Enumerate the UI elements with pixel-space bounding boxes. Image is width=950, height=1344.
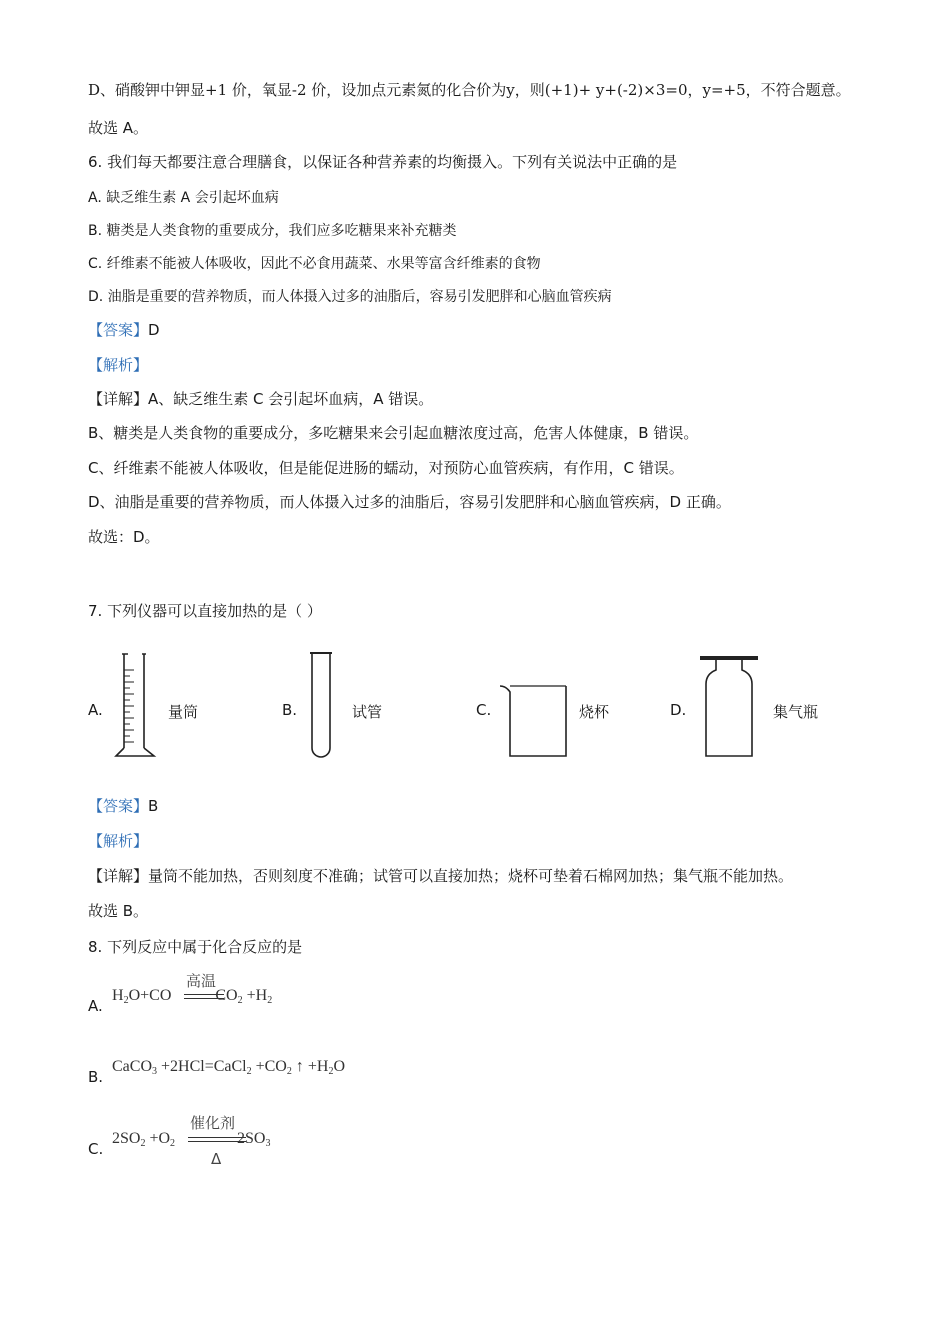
q8-option-c-equation: $2SO_2 +O_2$ $2SO_3$ — [112, 1130, 271, 1149]
q7-option-c-name: 烧杯 — [579, 703, 610, 721]
q7-answer — [88, 796, 158, 816]
reaction-condition: 高温 — [186, 972, 217, 990]
q6-option-d: D. 油脂是重要的营养物质，而人体摄入过多的油脂后，容易引发肥胖和心脑血管疾病 — [88, 289, 612, 305]
q8-stem: 8. 下列反应中属于化合反应的是 — [88, 938, 303, 956]
q7-analysis-tag: 【解析】 — [88, 832, 149, 850]
graduated-cylinder-icon — [112, 652, 160, 762]
answer-value: D — [148, 321, 160, 339]
test-tube-icon — [306, 650, 336, 762]
q6-detail-line: C、纤维素不能被人体吸收，但是能促进肠的蠕动，对预防心血管疾病，有作用，C 错误。 — [88, 459, 684, 477]
q5-conclusion: 故选 A。 — [88, 119, 149, 137]
q7-option-b-letter: B. — [282, 701, 298, 719]
q6-option-c: C. 纤维素不能被人体吸收，因此不必食用蔬菜、水果等富含纤维素的食物 — [88, 256, 541, 272]
q6-answer — [88, 320, 160, 340]
q5-option-d-analysis: D、硝酸钾中钾显+1 价，氧显-2 价，设加点元素氮的化合价为y，则(+1)+ y+(-2)×3=0，y=+5，不符合题意。 — [88, 81, 851, 99]
q6-option-a: A. 缺乏维生素 A 会引起坏血病 — [88, 190, 279, 206]
q6-stem: 6. 我们每天都要注意合理膳食，以保证各种营养素的均衡摄入。下列有关说法中正确的是 — [88, 153, 678, 171]
q7-option-d-letter: D. — [670, 701, 687, 719]
q8-option-b-letter: B. — [88, 1068, 104, 1086]
q6-detail-line: B、糖类是人类食物的重要成分，多吃糖果来会引起血糖浓度过高，危害人体健康，B 错误。 — [88, 424, 699, 442]
reaction-condition: 催化剂 — [190, 1114, 236, 1132]
answer-tag: 【答案】 — [88, 321, 149, 339]
answer-tag: 【答案】 — [88, 797, 149, 815]
q6-conclusion: 故选：D。 — [88, 528, 160, 546]
q7-conclusion: 故选 B。 — [88, 902, 149, 920]
q7-stem: 7. 下列仪器可以直接加热的是（ ） — [88, 602, 322, 620]
q6-option-b: B. 糖类是人类食物的重要成分，我们应多吃糖果来补充糖类 — [88, 223, 457, 239]
q6-analysis-tag: 【解析】 — [88, 356, 149, 374]
q6-detail-line: D、油脂是重要的营养物质，而人体摄入过多的油脂后，容易引发肥胖和心脑血管疾病，D 正确。 — [88, 493, 731, 511]
heating-symbol: Δ — [211, 1150, 222, 1168]
q6-detail-line: 【详解】A、缺乏维生素 C 会引起坏血病，A 错误。 — [88, 390, 434, 408]
gas-jar-icon — [698, 654, 760, 760]
q7-detail: 【详解】量筒不能加热，否则刻度不准确；试管可以直接加热；烧杯可垫着石棉网加热；集气瓶不能加热。 — [88, 867, 794, 885]
q8-option-c-letter: C. — [88, 1140, 104, 1158]
answer-value: B — [148, 797, 159, 815]
q7-option-d-name: 集气瓶 — [773, 703, 819, 721]
q7-option-a-letter: A. — [88, 701, 103, 719]
q7-option-b-name: 试管 — [352, 703, 383, 721]
q7-option-a-name: 量筒 — [168, 703, 199, 721]
beaker-icon — [498, 682, 572, 760]
q7-option-c-letter: C. — [476, 701, 492, 719]
q8-option-b-equation: CaCO$_3$ +2HCl=CaCl$_2$ $+CO_2$ ↑ $+H_2O$ — [112, 1058, 345, 1077]
q8-option-a-equation: $H_2O+CO$ $CO_2 +H_2$ — [112, 987, 273, 1006]
q8-option-a-letter: A. — [88, 997, 103, 1015]
